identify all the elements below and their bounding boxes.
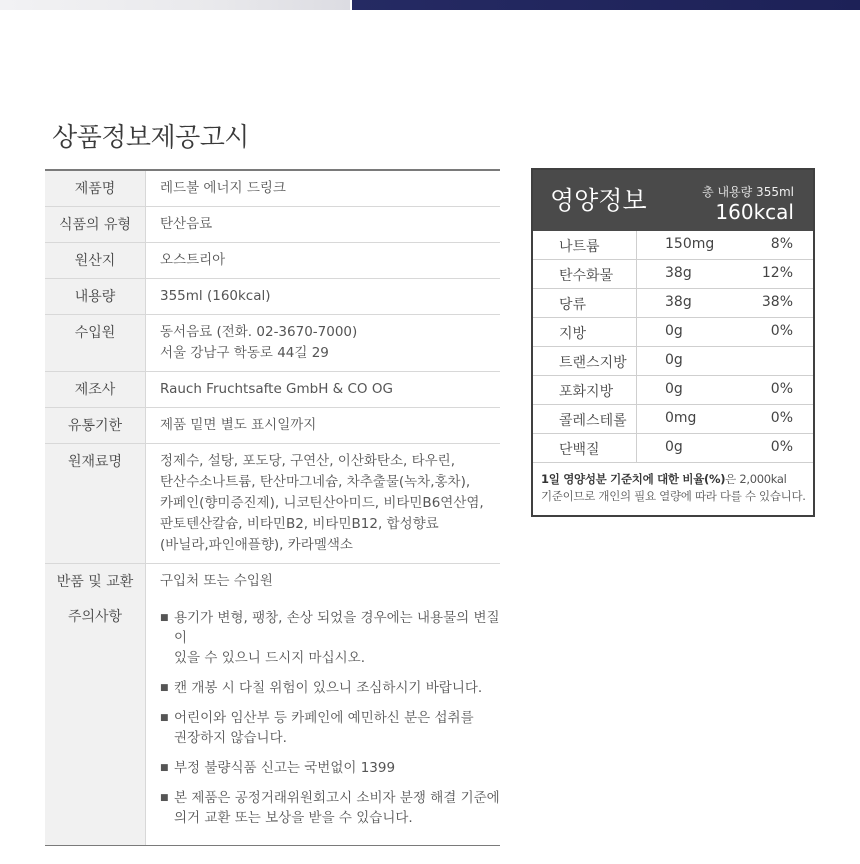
info-value <box>146 599 500 845</box>
bullet-square-icon: ■ <box>160 613 169 623</box>
nutrient-daily-pct <box>737 347 813 375</box>
nutrient-amount: 0g <box>665 323 683 339</box>
info-row <box>45 408 500 444</box>
nutrient-name: 포화지방 <box>533 376 637 404</box>
nutrition-row <box>533 376 813 405</box>
info-value <box>146 408 500 443</box>
info-row <box>45 372 500 408</box>
nutrient-amount: 0mg <box>665 410 697 426</box>
info-value <box>146 279 500 314</box>
nutrient-daily-pct: 0% <box>770 323 793 339</box>
info-value-line: 탄산음료 <box>160 216 213 232</box>
nutrient-daily-pct: 38% <box>761 294 793 310</box>
info-row <box>45 171 500 207</box>
nutrition-note-line1 <box>541 471 813 488</box>
info-label: 원산지 <box>45 243 146 278</box>
info-label: 식품의 유형 <box>45 207 146 242</box>
caution-line: 권장하지 않습니다. <box>174 730 287 746</box>
info-label: 원재료명 <box>45 444 146 563</box>
info-label: 수입원 <box>45 315 146 371</box>
nutrition-note-line2: 기준이므로 개인의 필요 열량에 따라 다를 수 있습니다. <box>541 489 806 503</box>
info-label: 유통기한 <box>45 408 146 443</box>
caution-line: 용기가 변형, 팽창, 손상 되었을 경우에는 내용물의 변질이 <box>174 610 500 646</box>
nutrient-name: 나트륨 <box>533 231 637 259</box>
nutrition-rows <box>533 231 813 463</box>
caution-line: 부정 불량식품 신고는 국번없이 1399 <box>174 760 396 776</box>
info-row <box>45 315 500 372</box>
info-value-line: 제품 밑면 별도 표시일까지 <box>160 417 317 433</box>
nutrition-header <box>533 170 813 231</box>
info-value-line: 355ml (160kcal) <box>160 288 271 304</box>
nutrition-kcal: 160kcal <box>715 200 794 224</box>
nutrient-daily-pct: 12% <box>761 265 793 281</box>
nutrient-name: 당류 <box>533 289 637 317</box>
nutrition-title: 영양정보 <box>550 186 647 215</box>
info-value-line: (바닐라,파인애플향), 카라멜색소 <box>160 537 353 553</box>
page-title: 상품정보제공고시 <box>52 123 249 153</box>
info-value-line: Rauch Fruchtsafte GmbH & CO OG <box>160 381 393 397</box>
banner-dark-segment <box>352 0 860 10</box>
nutrition-row <box>533 434 813 463</box>
nutrition-row <box>533 260 813 289</box>
info-row-caution <box>45 599 500 845</box>
product-info-table <box>45 169 500 846</box>
info-value <box>146 243 500 278</box>
info-value <box>146 372 500 407</box>
caution-line: 의거 교환 또는 보상을 받을 수 있습니다. <box>174 810 413 826</box>
info-row <box>45 444 500 564</box>
bullet-square-icon: ■ <box>160 683 169 693</box>
nutrition-row <box>533 318 813 347</box>
info-value <box>146 315 500 371</box>
caution-item <box>160 608 500 668</box>
info-value-line: 오스트리아 <box>160 252 226 268</box>
nutrient-daily-pct: 0% <box>770 439 793 455</box>
nutrient-daily-pct: 0% <box>770 410 793 426</box>
caution-item <box>160 788 500 828</box>
caution-line: 어린이와 임산부 등 카페인에 예민하신 분은 섭취를 <box>174 710 474 726</box>
caution-item <box>160 678 500 698</box>
caution-line: 본 제품은 공정거래위원회고시 소비자 분쟁 해결 기준에 <box>174 790 500 806</box>
nutrition-note-rest: 은 2,000kal <box>725 472 787 486</box>
info-value <box>146 207 500 242</box>
nutrient-name: 단백질 <box>533 434 637 462</box>
top-banner-strip <box>0 0 860 10</box>
info-row <box>45 279 500 315</box>
info-label: 제품명 <box>45 171 146 206</box>
nutrient-amount: 0g <box>665 381 683 397</box>
nutrition-row <box>533 231 813 260</box>
nutrient-name: 트랜스지방 <box>533 347 637 375</box>
info-row <box>45 207 500 243</box>
info-value-line: 탄산수소나트륨, 탄산마그네슘, 차추출물(녹차,홍차), <box>160 474 471 490</box>
nutrition-total-volume: 총 내용량 355ml <box>702 185 794 199</box>
nutrient-amount: 38g <box>665 294 692 310</box>
caution-item <box>160 758 500 778</box>
info-label: 반품 및 교환 <box>45 564 146 599</box>
bullet-square-icon: ■ <box>160 713 169 723</box>
nutrient-name: 탄수화물 <box>533 260 637 288</box>
nutrient-name: 콜레스테롤 <box>533 405 637 433</box>
nutrition-note-bold: 1일 영양성분 기준치에 대한 비율(%) <box>541 472 726 486</box>
caution-list <box>160 606 500 828</box>
info-label: 주의사항 <box>45 599 146 845</box>
nutrition-row <box>533 405 813 434</box>
nutrition-row <box>533 289 813 318</box>
info-value-line: 정제수, 설탕, 포도당, 구연산, 이산화탄소, 타우린, <box>160 453 455 469</box>
bullet-square-icon: ■ <box>160 763 169 773</box>
info-value <box>146 564 500 599</box>
nutrition-row <box>533 347 813 376</box>
nutrient-amount: 0g <box>665 439 683 455</box>
nutrition-note <box>533 463 813 505</box>
info-row <box>45 564 500 599</box>
nutrition-facts-box <box>531 168 815 517</box>
nutrient-daily-pct: 8% <box>770 236 793 252</box>
bullet-square-icon: ■ <box>160 793 169 803</box>
nutrient-name: 지방 <box>533 318 637 346</box>
info-value-line: 구입처 또는 수입원 <box>160 573 273 589</box>
info-value <box>146 171 500 206</box>
info-label: 내용량 <box>45 279 146 314</box>
caution-line: 있을 수 있으니 드시지 마십시오. <box>174 650 365 666</box>
info-value <box>146 444 500 563</box>
info-value-line: 판토텐산칼슘, 비타민B2, 비타민B12, 합성향료 <box>160 516 439 532</box>
nutrient-amount: 0g <box>665 352 683 368</box>
info-value-line: 서울 강남구 학동로 44길 29 <box>160 345 329 361</box>
info-value-line: 동서음료 (전화. 02-3670-7000) <box>160 324 358 340</box>
info-label: 제조사 <box>45 372 146 407</box>
nutrient-daily-pct: 0% <box>770 381 793 397</box>
info-row <box>45 243 500 279</box>
info-value-line: 카페인(향미증진제), 니코틴산아미드, 비타민B6연산염, <box>160 495 484 511</box>
info-value-line: 레드불 에너지 드링크 <box>160 180 286 196</box>
caution-item <box>160 708 500 748</box>
nutrient-amount: 150mg <box>665 236 715 252</box>
banner-light-segment <box>0 0 350 10</box>
nutrient-amount: 38g <box>665 265 692 281</box>
caution-line: 캔 개봉 시 다칠 위험이 있으니 조심하시기 바랍니다. <box>174 680 483 696</box>
